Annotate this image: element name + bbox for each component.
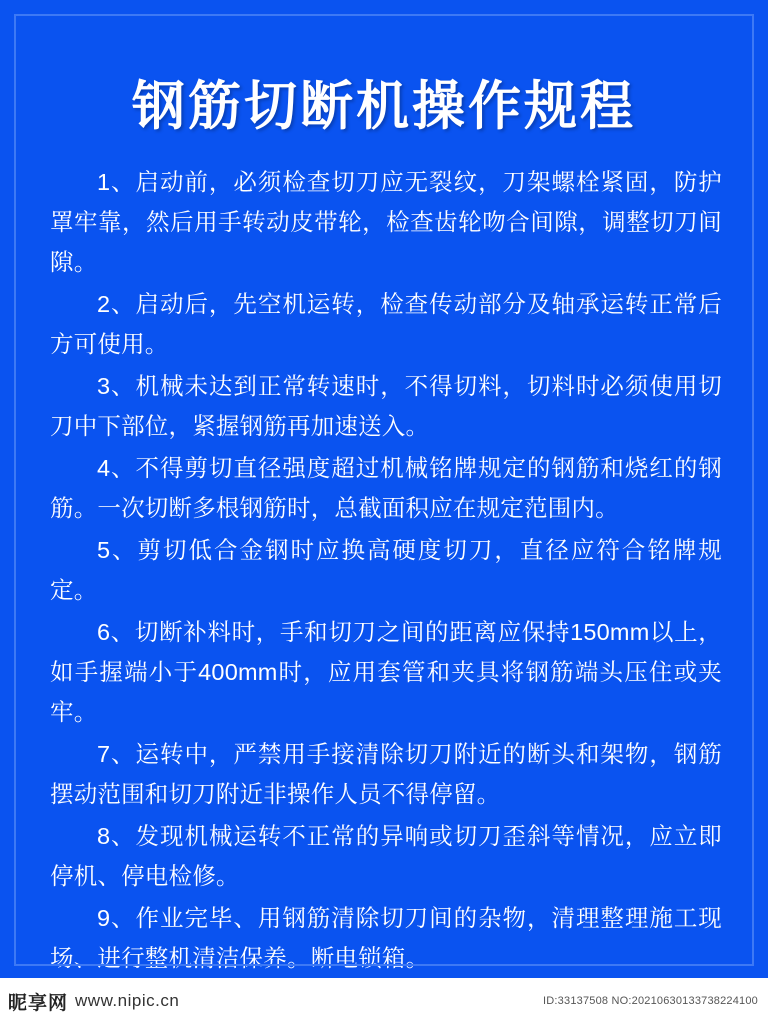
list-item: 8、发现机械运转不正常的异响或切刀歪斜等情况，应立即停机、停电检修。	[50, 823, 722, 889]
brand-logo: 昵享网	[8, 992, 69, 1014]
watermark-footer	[0, 978, 768, 1024]
rules-list	[0, 162, 768, 1024]
page-title: 钢筋切断机操作规程	[132, 77, 636, 136]
list-item: 3、机械未达到正常转速时，不得切料，切料时必须使用切刀中下部位，紧握钢筋再加速送入。	[50, 373, 722, 439]
list-item: 9、作业完毕、用钢筋清除切刀间的杂物，清理整理施工现场、进行整机清洁保养。断电锁箱。	[50, 905, 722, 971]
list-item: 6、切断补料时，手和切刀之间的距离应保持150mm以上，如手握端小于400mm时，应用套管和夹具将钢筋端头压住或夹牢。	[50, 619, 722, 725]
list-item: 1、启动前，必须检查切刀应无裂纹，刀架螺栓紧固，防护罩牢靠，然后用手转动皮带轮，检查齿轮吻合间隙，调整切刀间隙。	[50, 169, 722, 275]
list-item: 4、不得剪切直径强度超过机械铭牌规定的钢筋和烧红的钢筋。一次切断多根钢筋时，总截面积应在规定范围内。	[50, 455, 722, 521]
list-item: 5、剪切低合金钢时应换高硬度切刀，直径应符合铭牌规定。	[50, 537, 722, 603]
list-item: 2、启动后，先空机运转，检查传动部分及轴承运转正常后方可使用。	[50, 291, 722, 357]
brand-url: www.nipic.cn	[75, 991, 180, 1010]
brand	[8, 988, 179, 1015]
list-item: 7、运转中，严禁用手接清除切刀附近的断头和架物，钢筋摆动范围和切刀附近非操作人员不得停留。	[50, 741, 722, 807]
image-id-text: ID:33137508 NO:20210630133738224100	[543, 995, 758, 1007]
